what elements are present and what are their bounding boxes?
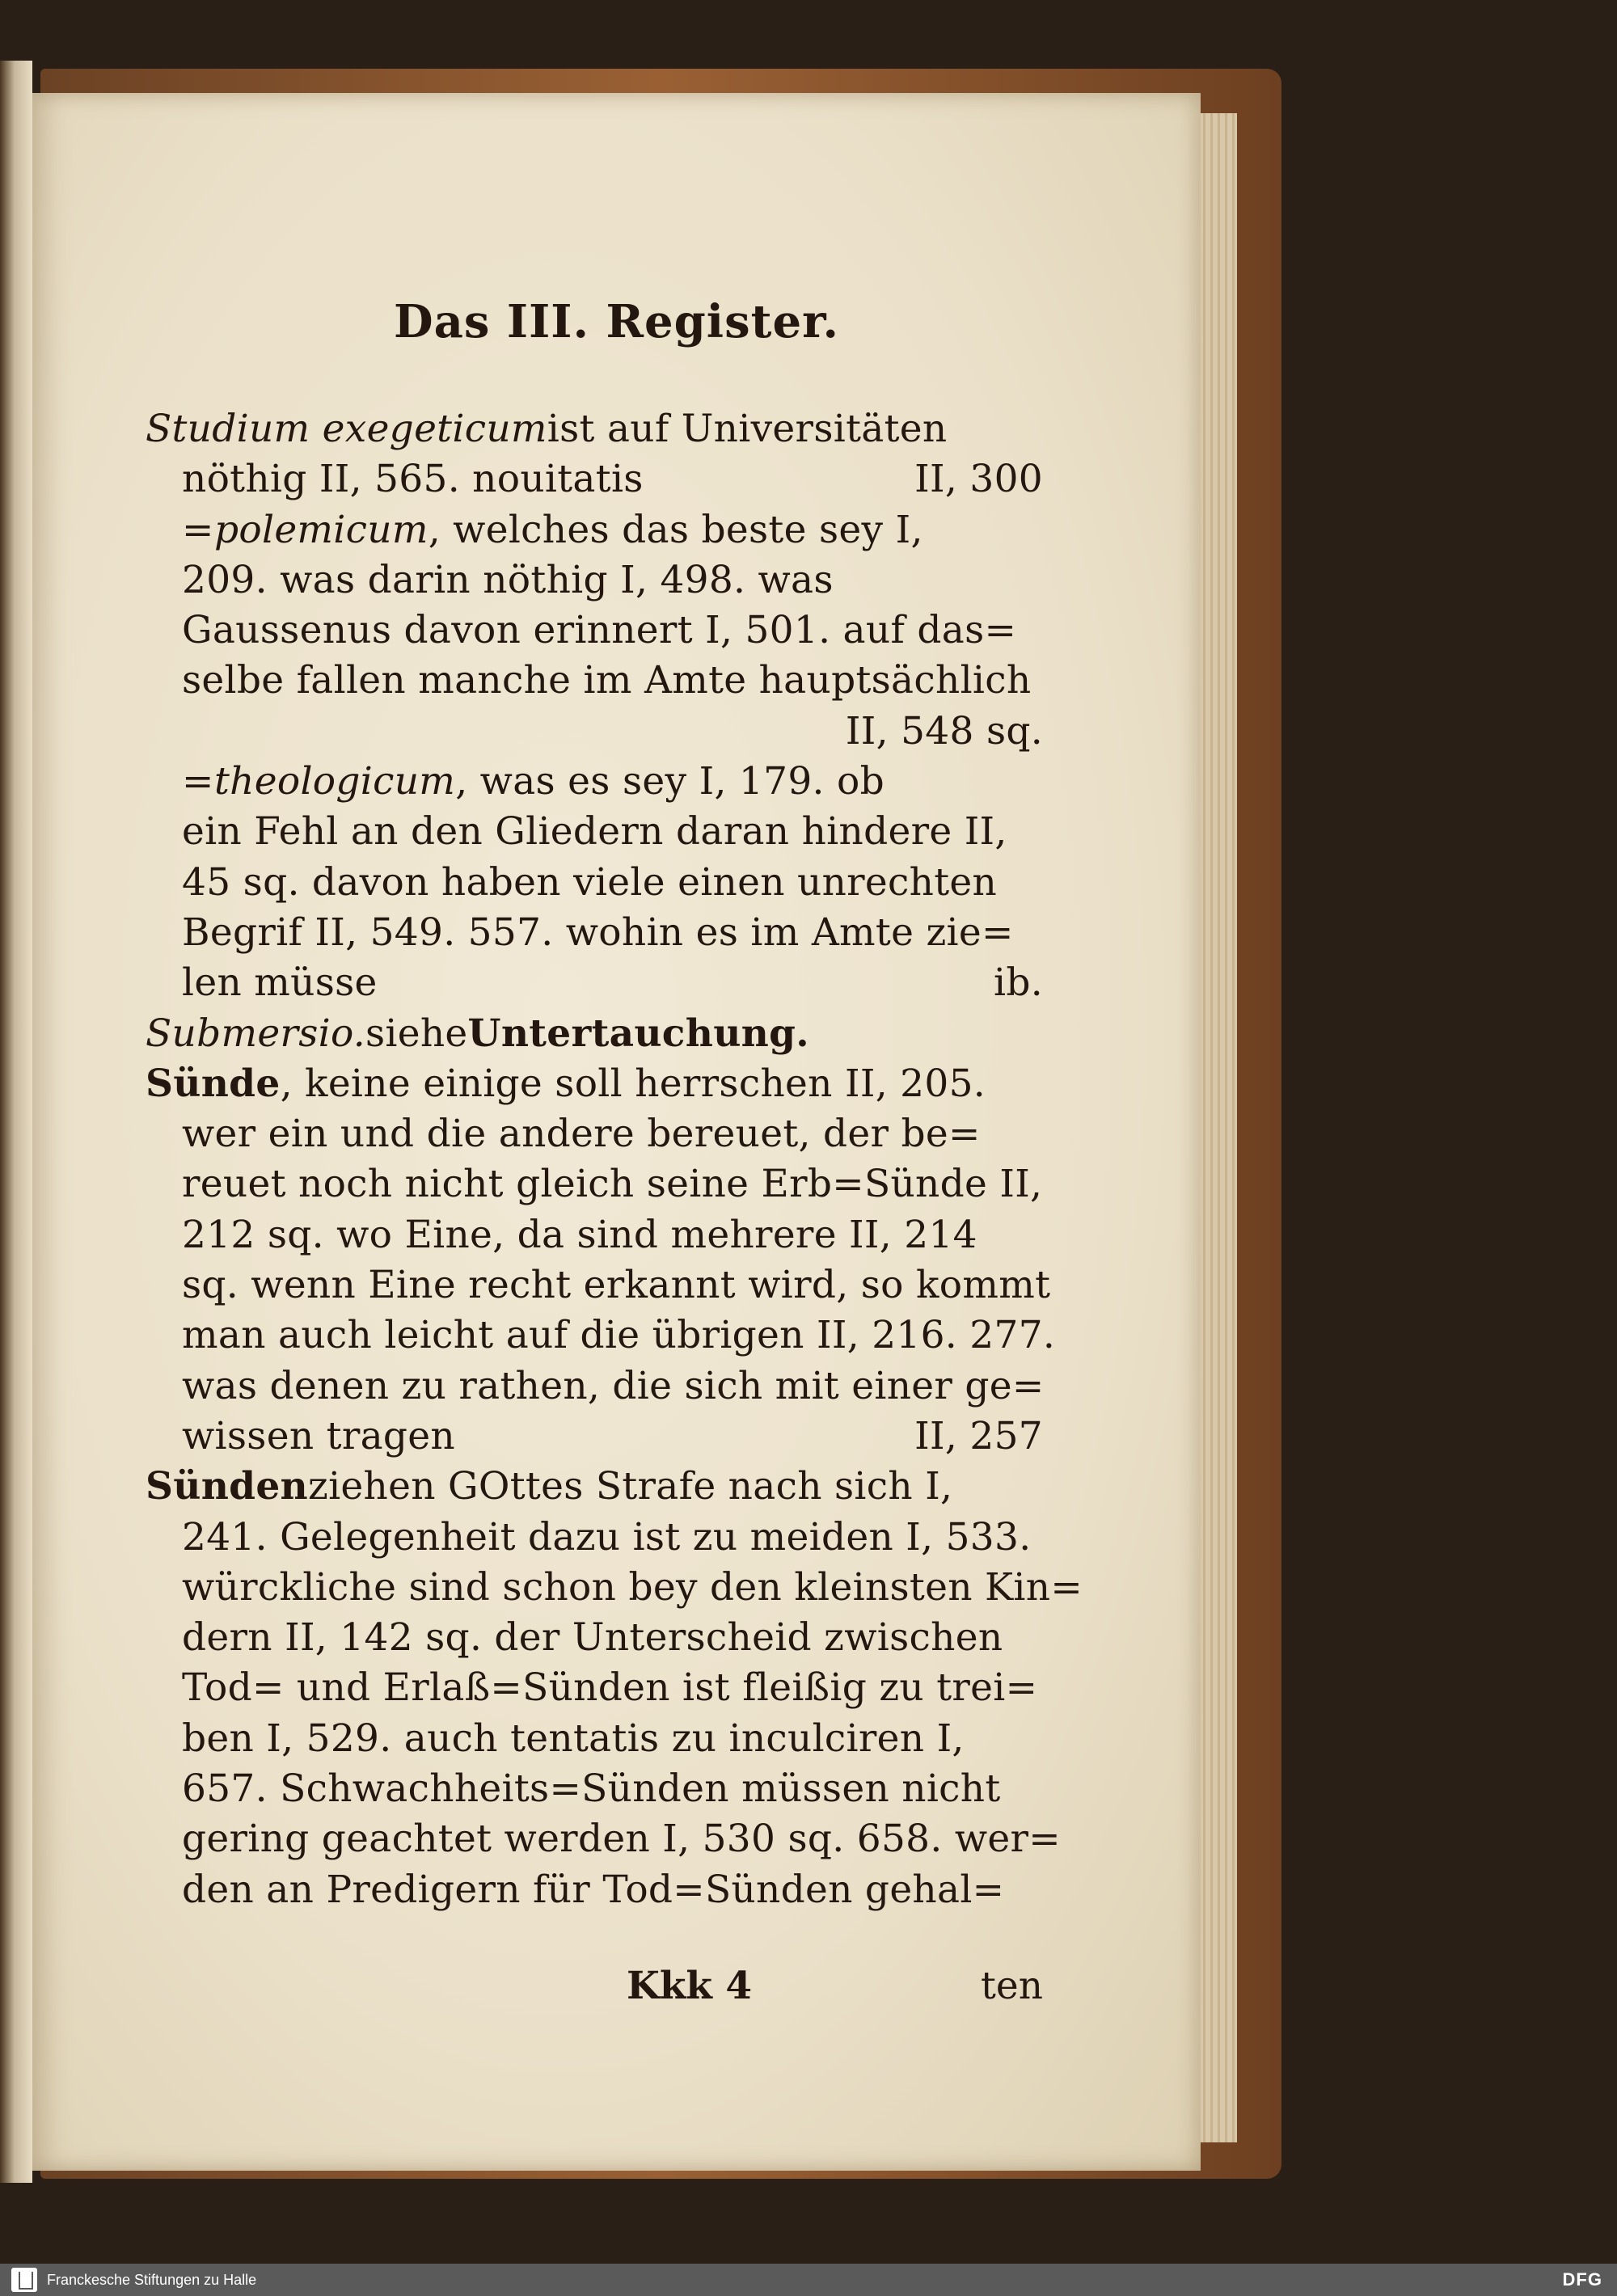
book-page (32, 93, 1201, 2171)
text-line (146, 1663, 1043, 1713)
text-line (146, 1310, 1056, 1361)
text-segment: polemicum (214, 507, 429, 552)
signature-mark: Kkk 4 (627, 1964, 753, 2008)
dfg-logo: DFG (1562, 2269, 1602, 2290)
text-segment: Sünden (146, 1464, 309, 1509)
text-line (146, 1210, 1043, 1260)
text-segment: wissen tragen (182, 1413, 455, 1458)
text-line (146, 1462, 1043, 1512)
running-head: Das III. Register. (394, 295, 839, 348)
text-segment: Untertauchung. (467, 1011, 809, 1056)
text-segment: Submersio. (146, 1011, 365, 1056)
text-line (146, 1260, 1051, 1310)
text-segment: selbe fallen manche im Amte hauptsächlich (182, 658, 1032, 703)
text-segment: len müsse (182, 960, 378, 1006)
text-segment: theologicum (214, 759, 456, 804)
text-line (146, 1009, 1043, 1059)
catchword: ten (981, 1964, 1043, 2008)
text-segment: dern II, 142 sq. der Unterscheid zwischen (182, 1615, 1003, 1661)
text-line (146, 807, 1043, 857)
text-segment: nöthig II, 565. nouitatis (182, 457, 644, 502)
text-segment: 241. Gelegenheit dazu ist zu meiden I, 533. (182, 1514, 1032, 1560)
text-segment: , was es sey I, 179. ob (455, 759, 884, 804)
text-line (146, 454, 1043, 504)
text-segment: man auch leicht auf die übrigen II, 216. 277. (182, 1313, 1056, 1358)
text-line (146, 1361, 1043, 1412)
text-line (146, 707, 1043, 757)
text-line (146, 1563, 1083, 1613)
institution-logo-icon (11, 2268, 37, 2292)
text-segment: Gaussenus davon erinnert I, 501. auf das= (182, 608, 1017, 653)
text-segment: , keine einige soll herrschen II, 205. (280, 1061, 986, 1106)
text-line (146, 958, 1043, 1008)
text-line (146, 1814, 1061, 1864)
text-segment: den an Predigern für Tod=Sünden gehal= (182, 1867, 1005, 1912)
text-segment: II, 300 (914, 457, 1043, 502)
text-segment: gering geachtet werden I, 530 sq. 658. wer= (182, 1817, 1061, 1862)
text-segment: wer ein und die andere bereuet, der be= (182, 1112, 981, 1157)
text-segment: Tod= und Erlaß=Sünden ist fleißig zu trei= (182, 1665, 1038, 1711)
text-segment: ib. (994, 960, 1043, 1006)
text-line (146, 656, 1043, 706)
facing-page-edge (0, 61, 32, 2183)
text-segment: Begrif II, 549. 557. wohin es im Amte zie= (182, 910, 1014, 955)
text-line (146, 1159, 1043, 1209)
text-line (146, 1412, 1043, 1462)
text-segment: ben I, 529. auch tentatis zu inculciren I, (182, 1716, 965, 1761)
page-footer (146, 1961, 1043, 2011)
text-line (146, 606, 1043, 656)
text-line (146, 757, 1043, 807)
text-segment: sq. wenn Eine recht erkannt wird, so kommt (182, 1263, 1051, 1308)
text-line (146, 555, 1043, 606)
text-segment: würckliche sind schon bey den kleinsten Kin= (182, 1564, 1083, 1610)
ditto-mark: = (182, 507, 214, 552)
text-line (146, 1109, 1043, 1159)
text-segment: ziehen GOttes Strafe nach sich I, (308, 1464, 953, 1509)
index-text-block (146, 404, 1083, 1915)
text-segment: 209. was darin nöthig I, 498. was (182, 557, 834, 602)
text-line (146, 1764, 1043, 1814)
viewer-footer-bar (0, 2264, 1617, 2296)
text-segment: reuet noch nicht gleich seine Erb=Sünde II, (182, 1162, 1043, 1207)
text-line (146, 505, 1043, 555)
text-segment: Sünde (146, 1061, 281, 1106)
text-line (146, 1714, 1043, 1764)
text-line (146, 1513, 1043, 1563)
text-segment: ein Fehl an den Gliedern daran hindere II, (182, 809, 1007, 855)
text-line (146, 1865, 1043, 1915)
text-segment: Studium exegeticum (146, 407, 547, 451)
text-segment: 212 sq. wo Eine, da sind mehrere II, 214 (182, 1212, 977, 1257)
text-line (146, 404, 1043, 454)
text-line (146, 1613, 1043, 1663)
text-segment: 657. Schwachheits=Sünden müssen nicht (182, 1766, 1001, 1812)
text-line (146, 908, 1043, 958)
text-segment: 45 sq. davon haben viele einen unrechten (182, 859, 998, 905)
institution-name: Franckesche Stiftungen zu Halle (47, 2272, 257, 2288)
text-segment: II, 548 sq. (845, 708, 1043, 753)
text-line (146, 1059, 1043, 1109)
text-line (146, 858, 1043, 908)
text-segment: , welches das beste sey I, (428, 507, 923, 552)
text-segment: was denen zu rathen, die sich mit einer ge= (182, 1363, 1045, 1408)
text-segment: siehe (365, 1011, 468, 1056)
text-segment: ist auf Universitäten (547, 407, 948, 451)
text-segment: II, 257 (914, 1413, 1043, 1458)
ditto-mark: = (182, 759, 214, 804)
